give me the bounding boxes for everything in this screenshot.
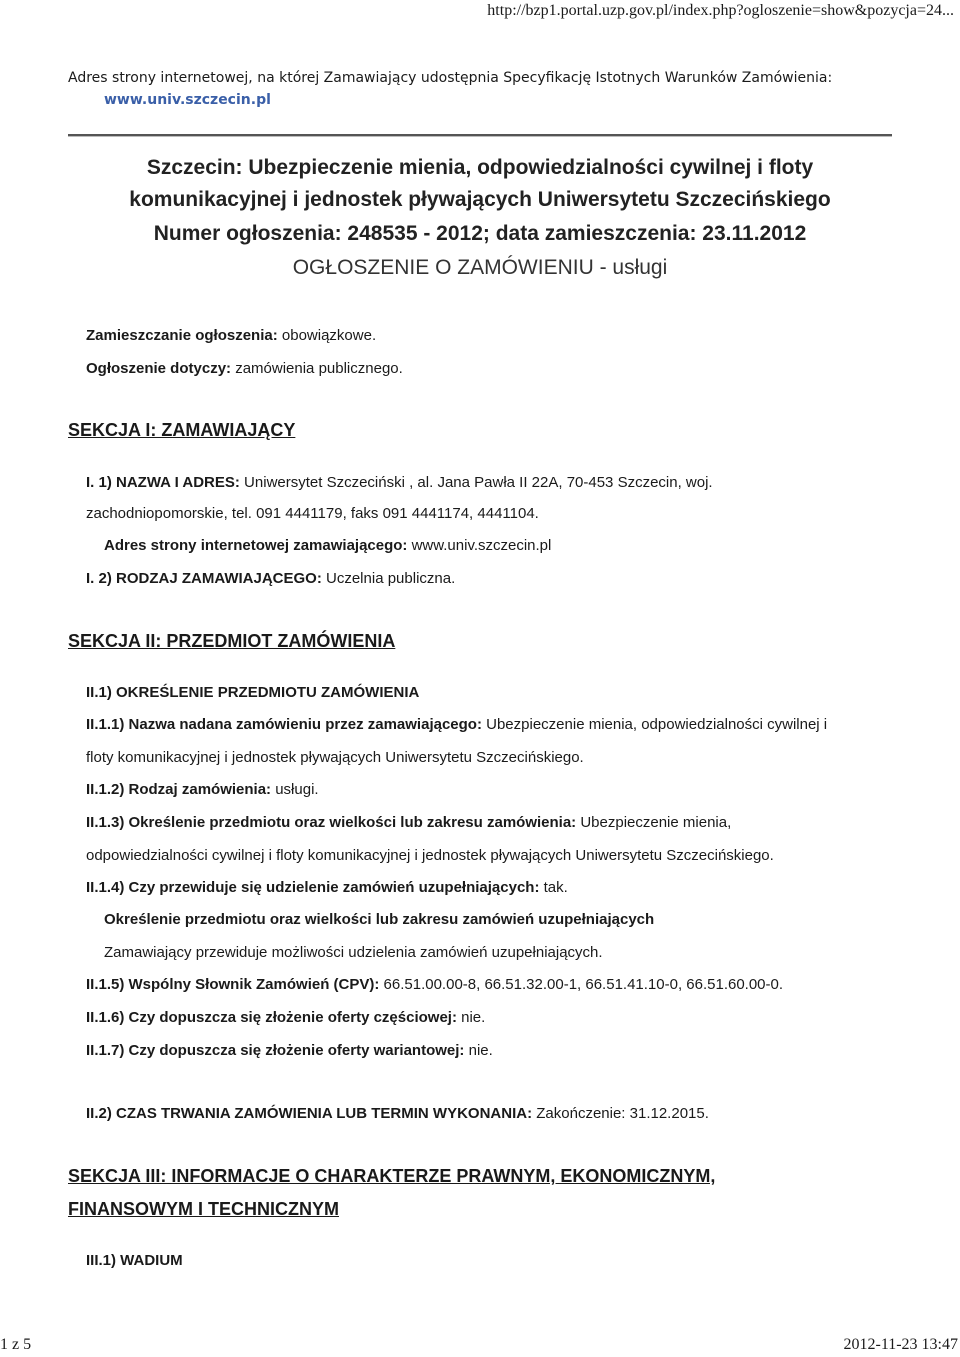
placement-label: Zamieszczanie ogłoszenia:: [86, 327, 278, 344]
placement-value: obowiązkowe.: [277, 327, 377, 344]
contracting-website-label: Adres strony internetowej zamawiającego:: [104, 537, 408, 554]
section-3-heading-line-2: FINANSOWYM I TECHNICZNYM: [68, 1199, 339, 1219]
placement-row: [86, 327, 376, 344]
item-2-1-1-row: [86, 716, 827, 733]
item-2-1-3-row: [86, 814, 731, 831]
title-line-2: komunikacyjnej i jednostek pływających Uniwersytetu Szczecińskiego: [129, 188, 831, 211]
item-2-1-4-sub-value: Zamawiający przewiduje możliwości udzielenia zamówień uzupełniających.: [104, 944, 603, 961]
siwz-address-link[interactable]: www.univ.szczecin.pl: [104, 92, 271, 108]
item-2-1-5-value: 66.51.00.00-8, 66.51.32.00-1, 66.51.41.10-0, 66.51.60.00-0.: [379, 976, 784, 993]
item-2-1-1-label: II.1.1) Nazwa nadana zamówieniu przez zamawiającego:: [86, 716, 482, 733]
item-2-1-3-label: II.1.3) Określenie przedmiotu oraz wielkości lub zakresu zamówienia:: [86, 814, 577, 831]
item-2-1-1-cont: floty komunikacyjnej i jednostek pływających Uniwersytetu Szczecińskiego.: [86, 749, 584, 766]
item-2-1-5-label: II.1.5) Wspólny Słownik Zamówień (CPV):: [86, 976, 380, 993]
title-divider: [68, 134, 892, 137]
print-url: http://bzp1.portal.uzp.gov.pl/index.php?ogloszenie=show&pozycja=24...: [487, 2, 954, 19]
item-2-2-label: II.2) CZAS TRWANIA ZAMÓWIENIA LUB TERMIN WYKONANIA:: [86, 1105, 533, 1122]
contracting-name-row: [86, 474, 713, 491]
item-2-1-2-value: usługi.: [271, 781, 319, 798]
item-2-1-4-label: II.1.4) Czy przewiduje się udzielenie zamówień uzupełniających:: [86, 879, 540, 896]
print-page-number: 1 z 5: [0, 1336, 32, 1353]
item-2-1-3-cont: odpowiedzialności cywilnej i floty komunikacyjnej i jednostek pływających Uniwersytetu Szczecińskiego.: [86, 847, 774, 864]
section-1-heading: SEKCJA I: ZAMAWIAJĄCY: [68, 420, 296, 440]
title-line-3: Numer ogłoszenia: 248535 - 2012; data zamieszczenia: 23.11.2012: [153, 222, 807, 245]
item-2-1-7-value: nie.: [464, 1042, 493, 1059]
item-2-1-6-value: nie.: [456, 1009, 486, 1026]
print-datetime: 2012-11-23 13:47: [843, 1336, 958, 1353]
item-2-1-2-label: II.1.2) Rodzaj zamówienia:: [86, 781, 272, 798]
section-3-heading-line-1: SEKCJA III: INFORMACJE O CHARAKTERZE PRAWNYM, EKONOMICZNYM,: [68, 1166, 716, 1186]
contracting-website-value: www.univ.szczecin.pl: [407, 537, 552, 554]
title-line-1: Szczecin: Ubezpieczenie mienia, odpowiedzialności cywilnej i floty: [146, 156, 814, 179]
item-2-1-4-row: [86, 879, 568, 896]
item-2-1-6-row: [86, 1009, 485, 1026]
contracting-name-label: I. 1) NAZWA I ADRES:: [86, 474, 240, 491]
item-2-1-4-value: tak.: [539, 879, 568, 896]
subsection-3-1-heading: III.1) WADIUM: [86, 1252, 183, 1269]
notice-subtitle: OGŁOSZENIE O ZAMÓWIENIU - usługi: [292, 256, 668, 279]
item-2-1-7-row: [86, 1042, 493, 1059]
contracting-type-label: I. 2) RODZAJ ZAMAWIAJĄCEGO:: [86, 570, 322, 587]
item-2-2-row: [86, 1105, 709, 1122]
item-2-1-7-label: II.1.7) Czy dopuszcza się złożenie oferty wariantowej:: [86, 1042, 465, 1059]
section-2-heading: SEKCJA II: PRZEDMIOT ZAMÓWIENIA: [68, 631, 396, 651]
item-2-1-3-value: Ubezpieczenie mienia,: [576, 814, 732, 831]
subsection-2-1-heading: II.1) OKREŚLENIE PRZEDMIOTU ZAMÓWIENIA: [86, 684, 420, 701]
item-2-1-4-sub-label: Określenie przedmiotu oraz wielkości lub zakresu zamówień uzupełniających: [104, 911, 655, 928]
siwz-address-label: Adres strony internetowej, na której Zamawiający udostępnia Specyfikację Istotnych Warunków Zamówienia:: [68, 70, 833, 86]
concerns-label: Ogłoszenie dotyczy:: [86, 360, 232, 377]
contracting-name-cont: zachodniopomorskie, tel. 091 4441179, faks 091 4441174, 4441104.: [86, 505, 539, 522]
item-2-2-value: Zakończenie: 31.12.2015.: [532, 1105, 709, 1122]
item-2-1-6-label: II.1.6) Czy dopuszcza się złożenie oferty częściowej:: [86, 1009, 457, 1026]
contracting-type-row: [86, 570, 455, 587]
item-2-1-5-row: [86, 976, 783, 993]
contracting-type-value: Uczelnia publiczna.: [321, 570, 456, 587]
contracting-name-value: Uniwersytet Szczeciński , al. Jana Pawła II 22A, 70-453 Szczecin, woj.: [239, 474, 713, 491]
concerns-row: [86, 360, 403, 377]
contracting-website-row: [104, 537, 551, 554]
item-2-1-1-value: Ubezpieczenie mienia, odpowiedzialności cywilnej i: [481, 716, 828, 733]
concerns-value: zamówienia publicznego.: [231, 360, 403, 377]
item-2-1-2-row: [86, 781, 319, 798]
